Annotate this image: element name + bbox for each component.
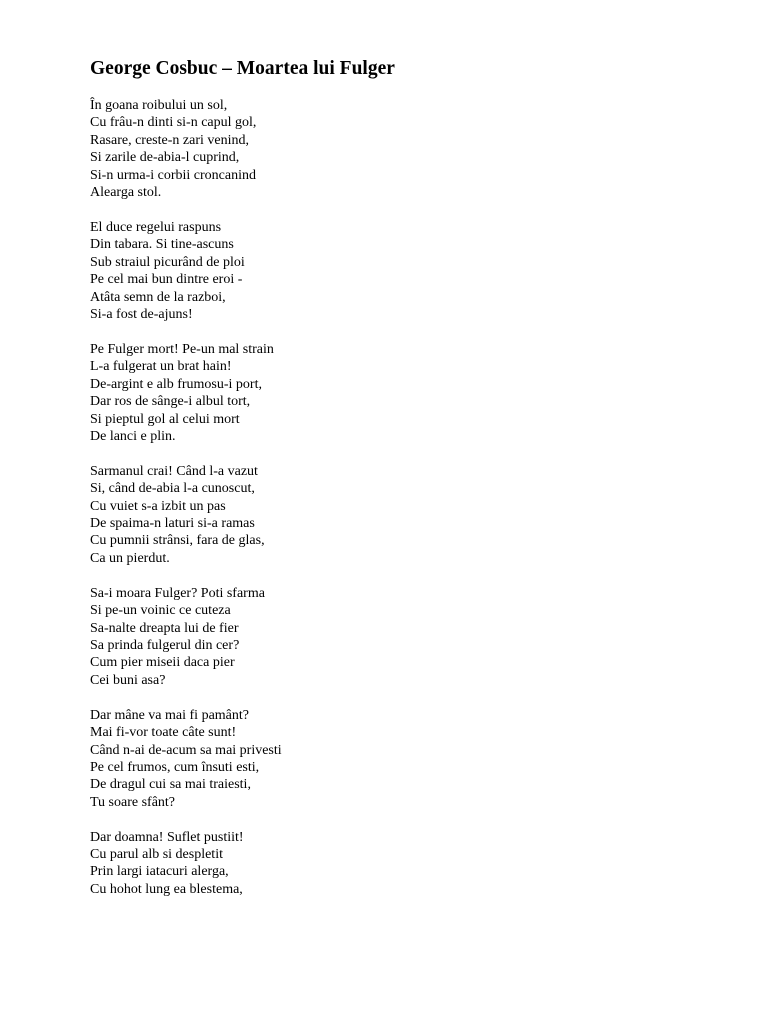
poem-title: George Cosbuc – Moartea lui Fulger [90, 58, 395, 79]
poem-line: L-a fulgerat un brat hain! [90, 359, 232, 375]
poem-line: Sarmanul crai! Când l-a vazut [90, 463, 258, 479]
poem-line: De-argint e alb frumosu-i port, [90, 376, 262, 392]
poem-line: Si-a fost de-ajuns! [90, 306, 193, 322]
poem-line: Cu hohot lung ea blestema, [90, 881, 243, 897]
poem-line: Rasare, creste-n zari venind, [90, 132, 249, 148]
poem-line: Si pieptul gol al celui mort [90, 411, 240, 427]
poem-line: Pe Fulger mort! Pe-un mal strain [90, 341, 274, 357]
poem-line: Ca un pierdut. [90, 550, 170, 566]
poem-line: Sa-i moara Fulger? Poti sfarma [90, 585, 265, 601]
poem-line: Dar doamna! Suflet pustiit! [90, 829, 244, 845]
poem-line: Dar ros de sânge-i albul tort, [90, 394, 251, 410]
poem-line: Si pe-un voinic ce cuteza [90, 603, 231, 619]
poem-line: Si-n urma-i corbii croncanind [90, 167, 257, 183]
poem-line: De lanci e plin. [90, 428, 176, 444]
poem-line: Sub straiul picurând de ploi [90, 254, 245, 270]
poem-line: Din tabara. Si tine-ascuns [90, 237, 234, 253]
poem-line: Prin largi iatacuri alerga, [90, 864, 229, 880]
poem-line: Cu parul alb si despletit [90, 847, 223, 863]
poem-line: Pe cel frumos, cum însuti esti, [90, 759, 260, 775]
poem-line: Si, când de-abia l-a cunoscut, [90, 481, 255, 497]
poem-line: Sa-nalte dreapta lui de fier [90, 620, 239, 636]
poem-line: Cu pumnii strânsi, fara de glas, [90, 533, 265, 549]
stanza-6 [90, 707, 710, 811]
poem-line: Sa prinda fulgerul din cer? [90, 637, 240, 653]
poem-line: Pe cel mai bun dintre eroi - [90, 272, 243, 288]
poem-line: Si zarile de-abia-l cuprind, [90, 150, 240, 166]
stanza-7 [90, 829, 710, 899]
poem-line: De dragul cui sa mai traiesti, [90, 777, 251, 793]
poem-line: De spaima-n laturi si-a ramas [90, 516, 255, 532]
poem-line: El duce regelui raspuns [90, 219, 222, 235]
poem-line: Tu soare sfânt? [90, 794, 176, 810]
poem-line: Atâta semn de la razboi, [90, 289, 226, 305]
poem-content [90, 57, 710, 916]
poem-line: Dar mâne va mai fi pamânt? [90, 707, 249, 723]
poem-line: Cu frâu-n dinti si-n capul gol, [90, 115, 257, 131]
poem-line: În goana roibului un sol, [90, 98, 228, 113]
poem-line: Mai fi-vor toate câte sunt! [90, 725, 237, 741]
stanza-5 [90, 585, 710, 689]
poem-line: Alearga stol. [90, 185, 162, 201]
poem-line: Când n-ai de-acum sa mai privesti [90, 742, 282, 758]
poem-line: Cu vuiet s-a izbit un pas [90, 498, 226, 514]
stanza-4 [90, 463, 710, 567]
stanza-2 [90, 219, 710, 323]
poem-line: Cum pier miseii daca pier [90, 655, 235, 671]
poem-line: Cei buni asa? [90, 672, 166, 688]
stanza-1 [90, 97, 710, 201]
stanza-3 [90, 341, 710, 445]
